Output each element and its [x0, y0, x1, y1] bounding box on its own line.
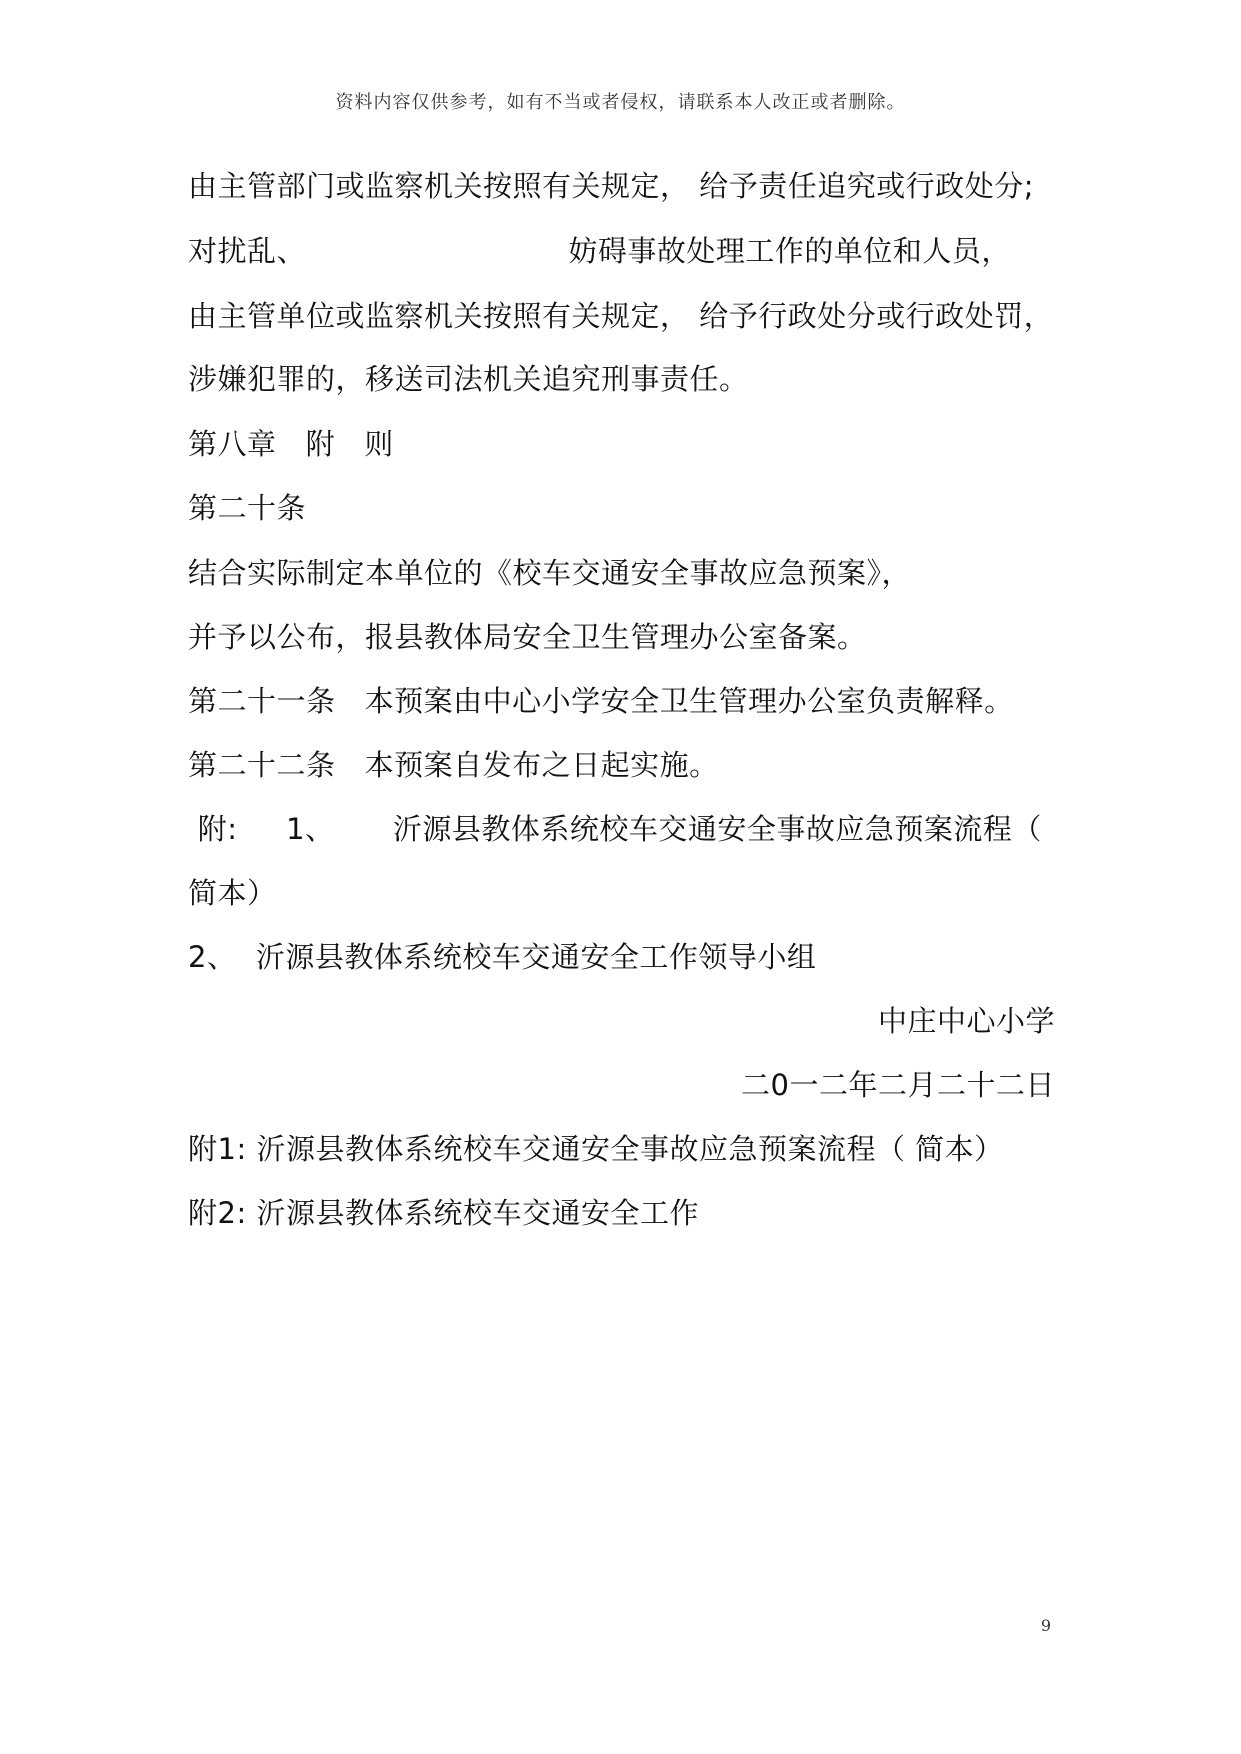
- body-line-7: 结合实际制定本单位的《校车交通安全事故应急预案》，: [188, 556, 912, 590]
- disclaimer-header: 资料内容仅供参考，如有不当或者侵权，请联系本人改正或者删除。: [335, 92, 906, 113]
- article-20-heading: 第二十条: [188, 491, 307, 525]
- attachment-2-title: 附2: 沂源县教体系统校车交通安全工作: [188, 1196, 699, 1230]
- body-line-4: 涉嫌犯罪的，移送司法机关追究刑事责任。: [188, 362, 749, 396]
- appendix-item-1-cont: 简本）: [188, 876, 277, 910]
- attachment-1-title: 附1: 沂源县教体系统校车交通安全事故应急预案流程（ 简本）: [188, 1132, 1004, 1166]
- article-22: 第二十二条 本预案自发布之日起实施。: [188, 748, 719, 782]
- body-line-2: 对扰乱、 妨碍事故处理工作的单位和人员，: [188, 234, 1011, 268]
- body-line-8: 并予以公布，报县教体局安全卫生管理办公室备案。: [188, 620, 867, 654]
- article-21: 第二十一条 本预案由中心小学安全卫生管理办公室负责解释。: [188, 684, 1014, 718]
- body-line-3: 由主管单位或监察机关按照有关规定， 给予行政处分或行政处罚，: [188, 299, 1054, 333]
- signature-date: 二0一二年二月二十二日: [741, 1068, 1055, 1102]
- signature-school: 中庄中心小学: [877, 1004, 1055, 1038]
- page-number: 9: [1040, 1616, 1051, 1635]
- chapter-heading: 第八章 附 则: [188, 427, 394, 461]
- appendix-item-1: 附: 1、 沂源县教体系统校车交通安全事故应急预案流程（: [188, 812, 1042, 846]
- appendix-item-2: 2、 沂源县教体系统校车交通安全工作领导小组: [188, 940, 817, 974]
- body-line-1: 由主管部门或监察机关按照有关规定， 给予责任追究或行政处分;: [188, 169, 1034, 203]
